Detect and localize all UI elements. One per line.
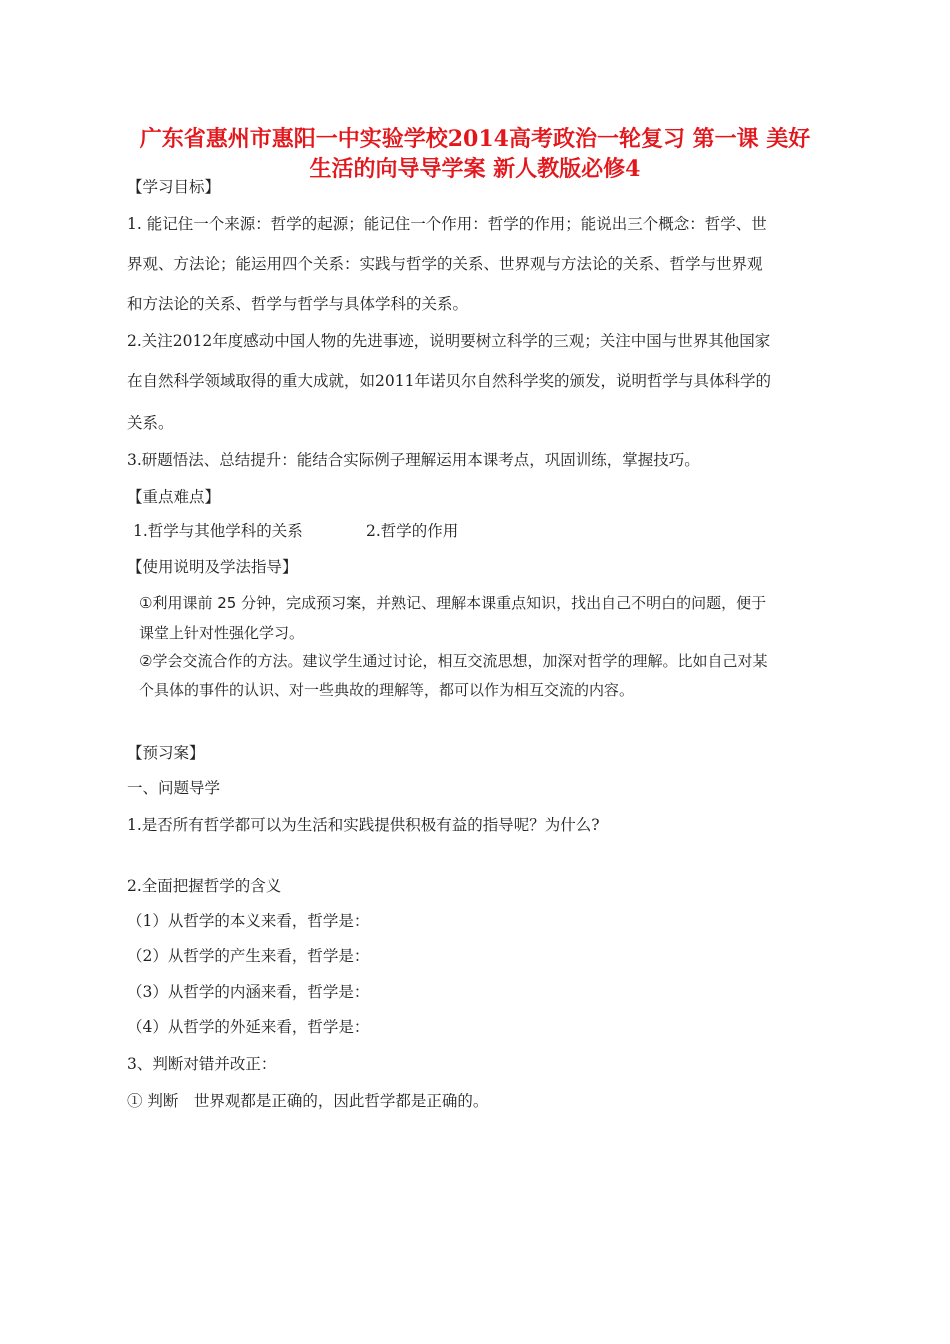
objective-1-line-3: 和方法论的关系、哲学与哲学与具体学科的关系。 [127,295,469,313]
instructions-line-2: 课堂上针对性强化学习。 [139,624,305,642]
key-point-2: 2.哲学的作用 [366,522,459,540]
objective-2-line-2: 在自然科学领域取得的重大成就，如2011年诺贝尔自然科学奖的颁发，说明哲学与具体科学的 [127,372,771,390]
question-3-item-1: ① 判断 世界观都是正确的，因此哲学都是正确的。 [127,1092,489,1110]
objective-2-line-3: 关系。 [127,414,174,432]
key-point-1: 1.哲学与其他学科的关系 [133,522,303,540]
instructions-line-1: ①利用课前 25 分钟，完成预习案，并熟记、理解本课重点知识，找出自己不明白的问题，便于 [139,594,767,612]
objective-1-line-2: 界观、方法论；能运用四个关系：实践与哲学的关系、世界观与方法论的关系、哲学与世界观 [127,255,763,273]
preview-heading: 【预习案】 [127,744,205,762]
objectives-heading: 【学习目标】 [127,178,221,196]
section-question-guide: 一、问题导学 [127,779,221,797]
objective-3: 3.研题悟法、总结提升：能结合实际例子理解运用本课考点，巩固训练，掌握技巧。 [127,451,700,469]
instructions-heading: 【使用说明及学法指导】 [127,558,298,576]
objective-1-line-1: 1. 能记住一个来源：哲学的起源；能记住一个作用：哲学的作用；能说出三个概念：哲学、世 [127,215,767,233]
question-2-b: （2）从哲学的产生来看，哲学是： [127,947,370,965]
key-points-heading: 【重点难点】 [127,488,221,506]
instructions-line-3: ②学会交流合作的方法。建议学生通过讨论，相互交流思想，加深对哲学的理解。比如自己对某 [139,652,768,670]
question-2: 2.全面把握哲学的含义 [127,877,282,895]
question-1: 1.是否所有哲学都可以为生活和实践提供积极有益的指导呢？为什么? [127,816,600,834]
document-title-line-1: 广东省惠州市惠阳一中实验学校2014高考政治一轮复习 第一课 美好 [139,126,811,152]
question-2-c: （3）从哲学的内涵来看，哲学是： [127,983,370,1001]
objective-2-line-1: 2.关注2012年度感动中国人物的先进事迹，说明要树立科学的三观；关注中国与世界其他国家 [127,332,771,350]
instructions-line-4: 个具体的事件的认识、对一些典故的理解等，都可以作为相互交流的内容。 [139,681,635,699]
document-title-line-2: 生活的向导导学案 新人教版必修4 [309,156,641,182]
question-2-d: （4）从哲学的外延来看，哲学是： [127,1018,370,1036]
question-2-a: （1）从哲学的本义来看，哲学是： [127,912,370,930]
question-3: 3、判断对错并改正： [127,1055,277,1073]
